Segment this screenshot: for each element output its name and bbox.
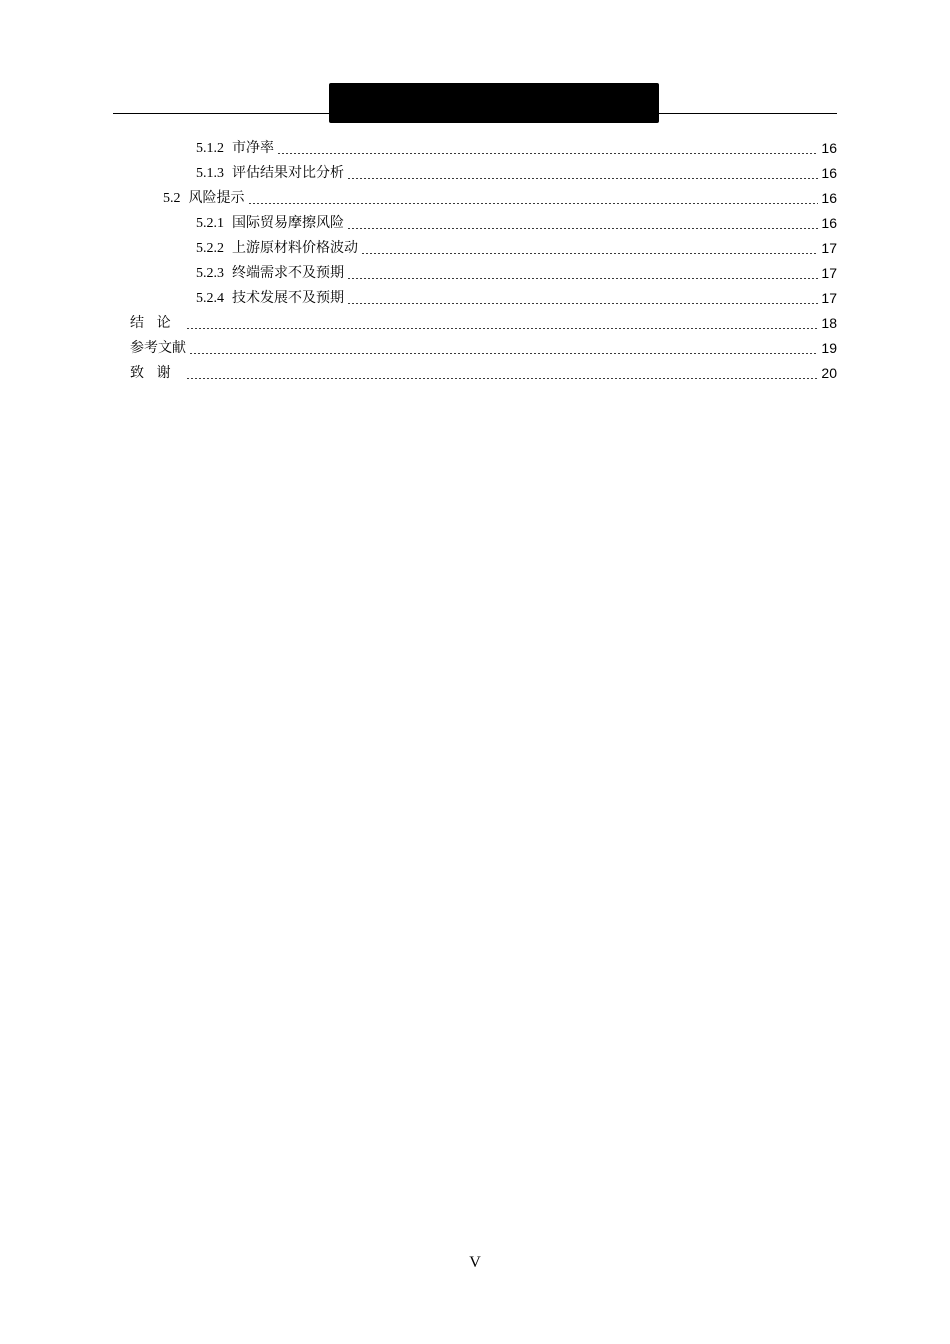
toc-entry-page: 20 (821, 365, 837, 381)
toc-entry-5-2-4[interactable] (196, 286, 837, 311)
toc-entry-conclusion[interactable] (130, 311, 837, 336)
toc-entry-title: 技术发展不及预期 (232, 290, 344, 306)
toc-leader-dots (347, 303, 818, 304)
toc-entry-5-2-3[interactable] (196, 261, 837, 286)
toc-entry-title: 市净率 (232, 140, 274, 156)
toc-entry-title: 风险提示 (188, 190, 245, 206)
toc-entry-title: 终端需求不及预期 (232, 265, 344, 281)
toc-entry-page: 17 (821, 265, 837, 281)
toc-entry-number: 5.2.2 (196, 241, 224, 256)
toc-entry-page: 16 (821, 215, 837, 231)
toc-leader-dots (186, 328, 818, 329)
toc-entry-page: 16 (821, 190, 837, 206)
toc-entry-5-1-2[interactable] (196, 136, 837, 161)
toc-entry-title: 参考文献 (130, 340, 186, 356)
toc-entry-5-2[interactable] (163, 186, 837, 211)
toc-entry-number: 5.2.1 (196, 216, 224, 231)
toc-entry-references[interactable] (130, 336, 837, 361)
toc-entry-acknowledgements[interactable] (130, 361, 837, 386)
toc-entry-5-1-3[interactable] (196, 161, 837, 186)
toc-entry-title: 国际贸易摩擦风险 (232, 215, 344, 231)
toc-leader-dots (186, 378, 818, 379)
toc-entry-title: 致谢 (130, 365, 184, 381)
toc-entry-number: 5.1.3 (196, 166, 224, 181)
toc-leader-dots (277, 153, 818, 154)
toc-leader-dots (347, 228, 818, 229)
toc-leader-dots (347, 278, 818, 279)
toc-leader-dots (248, 203, 819, 204)
header-redaction-block (329, 83, 659, 123)
page-number: V (469, 1254, 481, 1271)
toc-entry-page: 16 (821, 140, 837, 156)
toc-entry-number: 5.2 (163, 191, 181, 206)
toc-entry-number: 5.1.2 (196, 141, 224, 156)
toc-entry-page: 16 (821, 165, 837, 181)
toc-leader-dots (189, 353, 818, 354)
toc-entry-page: 19 (821, 340, 837, 356)
toc-entry-number: 5.2.3 (196, 266, 224, 281)
toc-entry-title: 上游原材料价格波动 (232, 240, 358, 256)
toc-leader-dots (347, 178, 818, 179)
header-rule (113, 113, 837, 114)
toc-entry-page: 17 (821, 240, 837, 256)
toc-entry-5-2-1[interactable] (196, 211, 837, 236)
toc-entry-page: 17 (821, 290, 837, 306)
toc-entry-title: 结论 (130, 315, 184, 331)
toc-entry-title: 评估结果对比分析 (232, 165, 344, 181)
toc-entry-number: 5.2.4 (196, 291, 224, 306)
toc-entry-page: 18 (821, 315, 837, 331)
toc-leader-dots (361, 253, 818, 254)
toc-entry-5-2-2[interactable] (196, 236, 837, 261)
